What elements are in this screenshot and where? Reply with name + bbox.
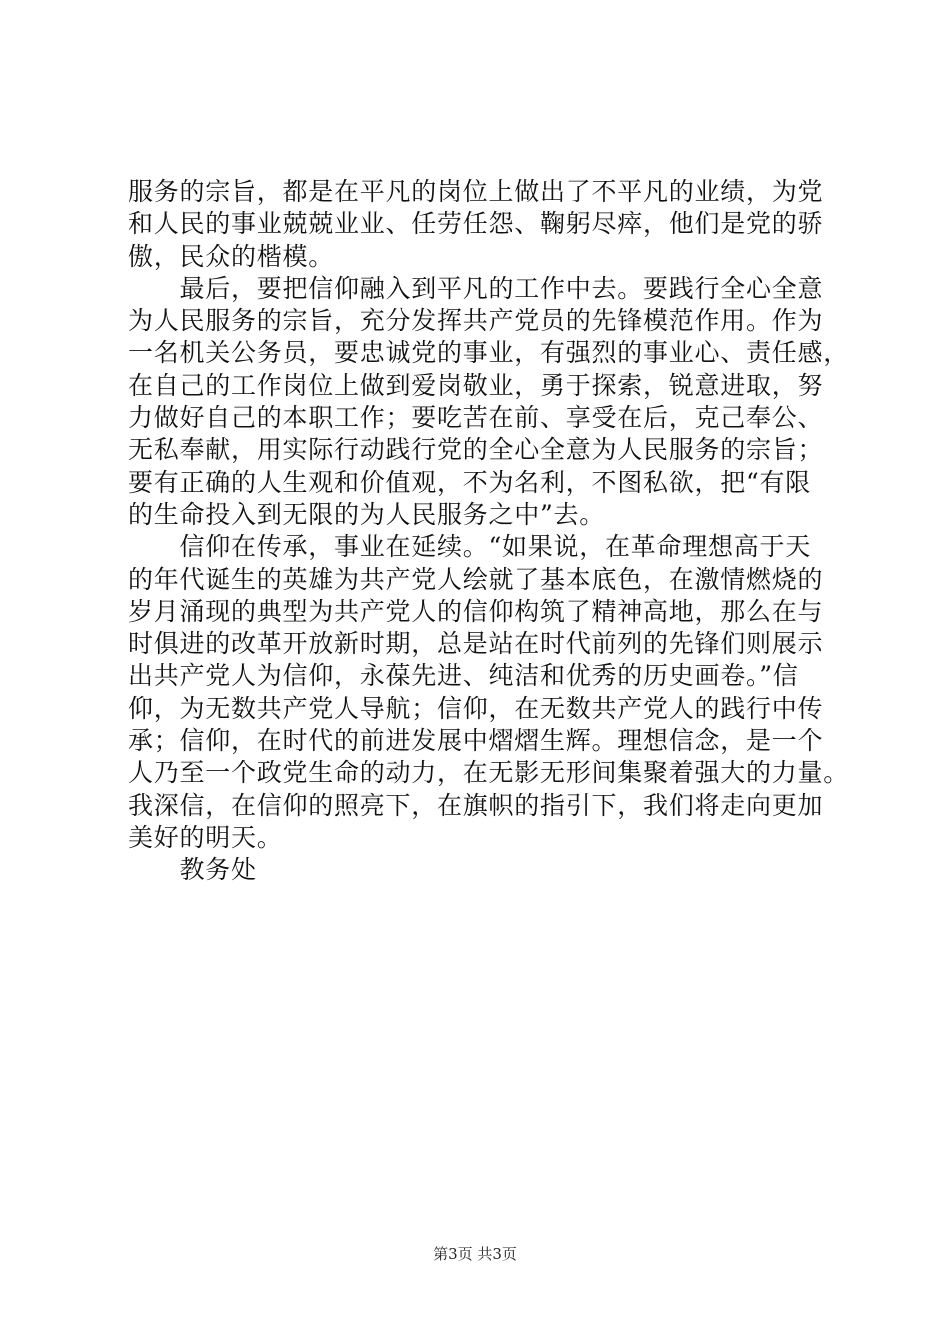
text-line: 在自己的工作岗位上做到爱岗敬业，勇于探索，锐意进取，努 [128, 370, 824, 400]
text-line: 时俱进的改革开放新时期，总是站在时代前列的先锋们则展示 [128, 629, 824, 659]
text-line: 岁月涌现的典型为共产党人的信仰构筑了精神高地，那么在与 [128, 596, 824, 626]
text-line: 为人民服务的宗旨，充分发挥共产党员的先锋模范作用。作为 [128, 306, 824, 336]
page-number-label: 第3页 共3页 [433, 1245, 517, 1263]
text-line: 我深信，在信仰的照亮下，在旗帜的指引下，我们将走向更加 [128, 790, 824, 820]
text-line: 的生命投入到无限的为人民服务之中”去。 [128, 499, 606, 529]
text-line: 傲，民众的楷模。 [128, 241, 335, 271]
text-line: 美好的明天。 [128, 822, 283, 852]
text-line: 仰，为无数共产党人导航；信仰，在无数共产党人的践行中传 [128, 693, 824, 723]
text-line: 出共产党人为信仰，永葆先进、纯洁和优秀的历史画卷。”信 [128, 661, 799, 691]
text-line: 人乃至一个政党生命的动力，在无影无形间集聚着强大的力量。 [128, 758, 850, 788]
text-line: 力做好自己的本职工作；要吃苦在前、享受在后，克己奉公、 [128, 403, 824, 433]
text-line: 最后，要把信仰融入到平凡的工作中去。要践行全心全意 [128, 273, 824, 303]
text-line: 一名机关公务员，要忠诚党的事业，有强烈的事业心、责任感， [128, 338, 850, 368]
text-line: 要有正确的人生观和价值观，不为名利，不图私欲，把“有限 [128, 467, 812, 497]
text-line: 无私奉献，用实际行动践行党的全心全意为人民服务的宗旨； [128, 435, 824, 465]
text-line: 服务的宗旨，都是在平凡的岗位上做出了不平凡的业绩，为党 [128, 177, 824, 206]
text-line: 和人民的事业兢兢业业、任劳任怨、鞠躬尽瘁，他们是党的骄 [128, 209, 824, 239]
text-line: 信仰在传承，事业在延续。“如果说，在革命理想高于天 [128, 532, 812, 562]
text-line: 承；信仰，在时代的前进发展中熠熠生辉。理想信念，是一个 [128, 726, 824, 756]
signature-line: 教务处 [128, 855, 257, 885]
page-footer [0, 1244, 950, 1264]
text-line: 的年代诞生的英雄为共产党人绘就了基本底色，在激情燃烧的 [128, 564, 824, 594]
document-body [128, 176, 850, 887]
